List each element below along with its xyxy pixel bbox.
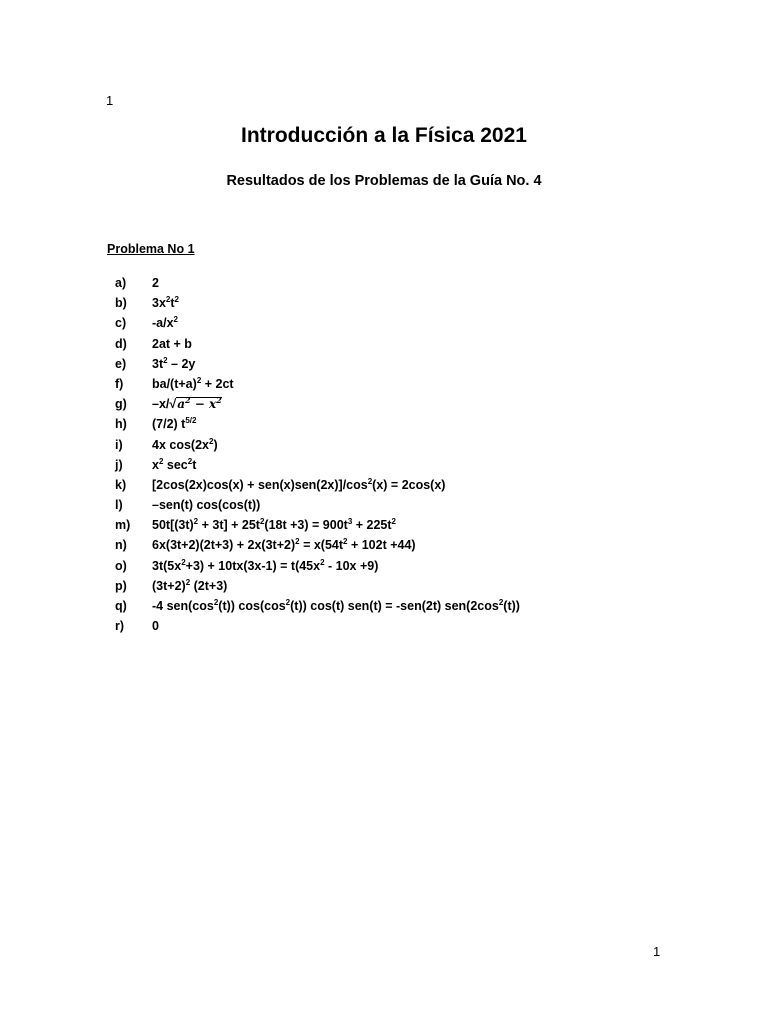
answer-text: $ba/(t+a)^2 + 2ct$ — [152, 375, 234, 391]
item-label: c) — [115, 316, 127, 331]
item-label: h) — [115, 417, 127, 432]
answer-item-b — [115, 293, 520, 313]
item-label: j) — [115, 457, 123, 472]
square-root: $√a^2 - x^2$ — [169, 395, 222, 412]
answer-item-m — [115, 515, 520, 535]
item-label: q) — [115, 599, 127, 613]
item-label: e) — [115, 356, 127, 371]
answer-text: (7/2) $t^{5/2}$ — [152, 416, 197, 432]
item-label: g) — [115, 397, 127, 412]
item-label: i) — [115, 437, 123, 452]
answer-item-e — [115, 354, 520, 374]
answer-text: 2 — [152, 276, 159, 290]
answer-text: $[2\cos(2x)\cos(x) + sen(x)sen(2x)]/\cos^2(x) = 2\cos(x)$ — [152, 476, 446, 492]
answer-item-n — [115, 535, 520, 555]
answer-text: $3t(5x^2+3) + 10tx(3x-1) = t(45x^2 - 10x +9)$ — [152, 557, 379, 573]
answer-item-f — [115, 374, 520, 394]
document-title: Introducción a la Física 2021 — [241, 124, 527, 147]
item-label: f) — [115, 376, 124, 391]
answer-item-q — [115, 596, 520, 616]
answer-item-p — [115, 576, 520, 596]
answer-item-o — [115, 556, 520, 576]
item-label: n) — [115, 538, 127, 553]
answer-text: 0 — [152, 619, 159, 634]
page-number-top: 1 — [106, 93, 114, 108]
answer-text: $50t[(3t)^2 + 3t] + 25t^2(18t +3) = 900t^3 + 225t^2$ — [152, 517, 396, 533]
answer-text: $x^2$ $\sec^2t$ — [152, 456, 197, 472]
answer-text: 2at + b — [152, 336, 192, 351]
answer-text: $3t^2 - 2y$ — [152, 355, 196, 371]
item-label: a) — [115, 276, 127, 290]
answer-item-r — [115, 616, 520, 636]
answer-text: $-x/√a^2 - x^2$ — [152, 394, 222, 414]
item-label: m) — [115, 518, 131, 533]
page-number-bottom: 1 — [653, 944, 661, 959]
answer-text: $3x^2t^2$ — [152, 295, 179, 311]
answer-text: -4 $sen(\cos^2(t))$ $\cos(\cos^2(t))$ cos(t) sen(t) = -sen(2t) $sen(2\cos^2(t))$ — [152, 598, 520, 613]
answer-item-g — [115, 394, 520, 414]
answer-item-i — [115, 435, 520, 455]
answer-item-l — [115, 495, 520, 515]
answer-text: –sen(t) cos(cos(t)) — [152, 498, 261, 513]
answer-text: $6x(3t+2)(2t+3) + 2x(3t+2)^2 = x(54t^2 + 102t +44)$ — [152, 537, 416, 553]
answer-item-c — [115, 313, 520, 333]
answer-item-j — [115, 455, 520, 475]
answer-text: 4x $\cos(2x^2)$ — [152, 436, 218, 452]
item-label: r) — [115, 619, 125, 634]
item-label: d) — [115, 336, 127, 351]
item-label: l) — [115, 498, 123, 513]
answer-text: $-a/x^2$ — [152, 315, 178, 331]
answer-item-h — [115, 414, 520, 434]
answer-text: $(3t+2)^2$ (2t+3) — [152, 577, 228, 593]
item-label: b) — [115, 296, 127, 311]
answer-item-a — [115, 273, 520, 293]
document-subtitle: Resultados de los Problemas de la Guía No. 4 — [226, 173, 542, 189]
answer-item-d — [115, 334, 520, 354]
section-heading: Problema No 1 — [107, 242, 195, 256]
item-label: p) — [115, 578, 127, 593]
answer-list — [115, 273, 520, 636]
item-label: o) — [115, 558, 127, 573]
answer-item-k — [115, 475, 520, 495]
item-label: k) — [115, 477, 127, 492]
